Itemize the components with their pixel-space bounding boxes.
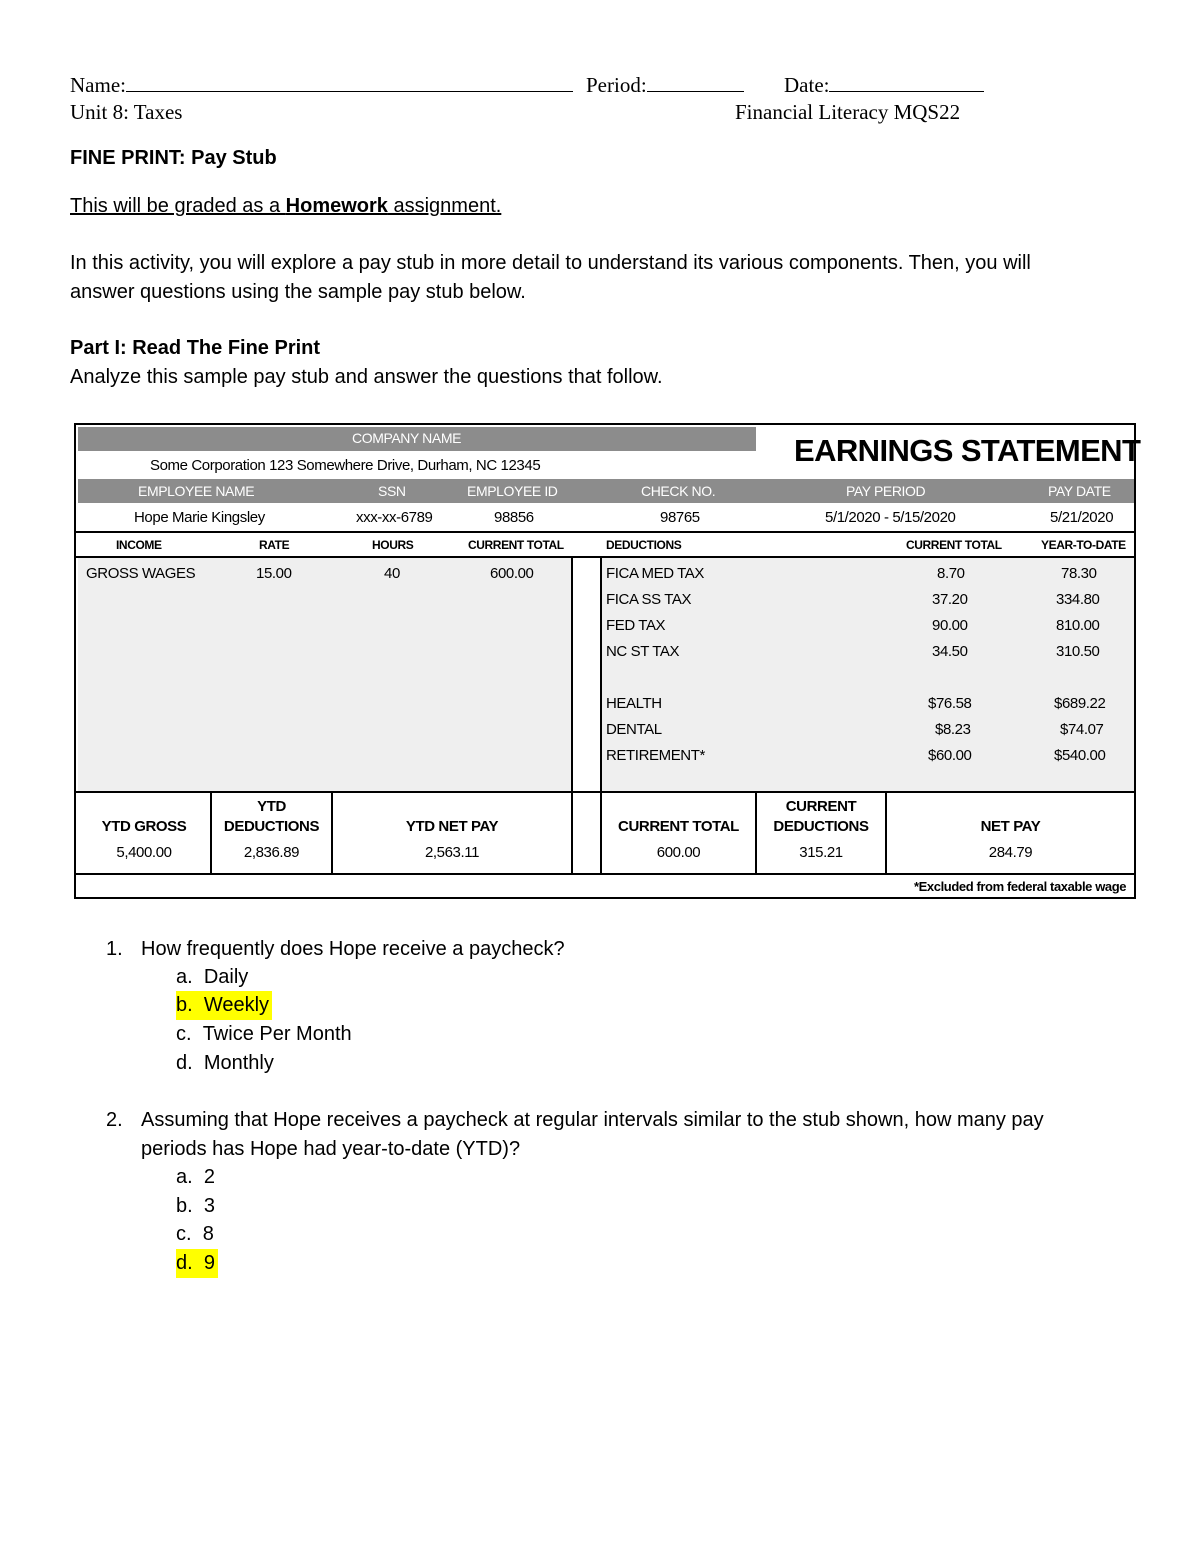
col-ssn: SSN [378,483,406,499]
current-deductions-value: 315.21 [799,844,843,861]
option-text: 8 [202,1223,214,1245]
option-letter: d. [176,1252,193,1274]
period-label: Period: [586,73,647,97]
deduction-current: 37.20 [932,591,968,608]
employee-id: 98856 [494,509,534,526]
graded-note [70,192,501,221]
ytd-gross-value: 5,400.00 [116,844,172,861]
date-line [784,73,984,98]
current-total-label: CURRENT TOTAL [618,818,739,835]
pay-date: 5/21/2020 [1050,509,1114,526]
income-rate: 15.00 [256,565,292,582]
check-no: 98765 [660,509,700,526]
option-item [176,1020,352,1049]
employee-ssn: xxx-xx-6789 [356,509,433,526]
option-item [176,1163,215,1192]
deduction-ytd: 334.80 [1056,591,1100,608]
deduction-current: 90.00 [932,617,968,634]
hdr-hours: HOURS [372,538,414,552]
option-letter: c. [176,1223,192,1245]
company-address: Some Corporation 123 Somewhere Drive, Durham, NC 12345 [150,457,541,474]
date-label: Date: [784,73,830,97]
income-panel [78,558,571,791]
col-employee-id: EMPLOYEE ID [467,483,558,499]
divider [76,873,1134,875]
deduction-label: DENTAL [606,721,662,738]
ytd-deductions-label-2: DEDUCTIONS [223,818,320,835]
graded-post: assignment. [387,195,502,217]
col-check-no: CHECK NO. [641,483,716,499]
option-letter: a. [176,1166,193,1188]
option-letter: d. [176,1052,193,1074]
divider [76,531,1134,533]
option-letter: c. [176,1023,192,1045]
deduction-current: 8.70 [937,565,965,582]
deduction-current: $60.00 [928,747,972,764]
hdr-deductions: DEDUCTIONS [606,538,682,552]
hdr-income: INCOME [116,538,162,552]
divider [600,556,602,793]
pay-period: 5/1/2020 - 5/15/2020 [825,509,956,526]
option-letter: b. [176,994,193,1016]
option-item [176,1049,274,1078]
company-name-label: COMPANY NAME [352,430,462,446]
name-line [70,73,573,98]
ytd-net-pay-label: YTD NET PAY [405,818,499,835]
part1-title: Part I: Read The Fine Print [70,337,321,359]
hdr-ytd: YEAR-TO-DATE [1041,538,1126,552]
page-title: FINE PRINT: Pay Stub [70,147,277,169]
option-item [176,963,248,992]
option-text: 2 [203,1166,215,1188]
graded-bold: Homework [285,195,388,217]
deduction-current: $76.58 [928,695,972,712]
employee-name: Hope Marie Kingsley [134,509,265,526]
part1-subtitle: Analyze this sample pay stub and answer the questions that follow. [70,366,663,388]
option-text: 3 [203,1195,215,1217]
option-text: 9 [203,1252,215,1274]
option-item-highlighted [176,1249,218,1278]
period-line [586,73,744,98]
ytd-gross-label: YTD GROSS [101,818,187,835]
option-item-highlighted [176,991,272,1020]
date-blank [829,73,984,92]
question-number: 2. [106,1109,123,1131]
deduction-label: RETIREMENT* [606,747,705,764]
name-label: Name: [70,73,126,97]
divider [571,556,573,793]
question-text: periods has Hope had year-to-date (YTD)? [141,1138,521,1160]
deduction-current: $8.23 [935,721,971,738]
income-current-total: 600.00 [490,565,534,582]
footnote: *Excluded from federal taxable wage [914,879,1127,894]
pay-stub [74,423,1141,899]
ytd-deductions-value: 2,836.89 [243,844,300,861]
hdr-rate: RATE [259,538,290,552]
col-pay-period: PAY PERIOD [846,483,926,499]
divider [76,791,1134,793]
deduction-label: NC ST TAX [606,643,680,660]
deduction-ytd: $540.00 [1054,747,1106,764]
deduction-label: FICA MED TAX [606,565,704,582]
hdr-current-total: CURRENT TOTAL [468,538,564,552]
current-deductions-label-2: DEDUCTIONS [773,818,869,835]
ytd-net-pay-value: 2,563.11 [424,844,480,861]
deduction-current: 34.50 [932,643,968,660]
current-total-value: 600.00 [656,844,701,861]
deduction-ytd: $74.07 [1060,721,1104,738]
unit-label: Unit 8: Taxes [70,100,183,124]
deduction-label: HEALTH [606,695,662,712]
net-pay-value: 284.79 [988,844,1033,861]
deduction-label: FICA SS TAX [606,591,692,608]
graded-pre: This will be graded as a [70,195,286,217]
option-text: Twice Per Month [202,1023,352,1045]
deduction-ytd: 310.50 [1056,643,1100,660]
current-deductions-label-1: CURRENT [785,798,857,815]
statement-title: EARNINGS STATEMENT [794,433,1141,468]
ytd-deductions-label-1: YTD [257,798,286,815]
option-item [176,1220,214,1249]
question-number: 1. [106,938,123,960]
period-blank [647,73,744,92]
intro-line-1: In this activity, you will explore a pay stub in more detail to understand its various components. Then, you will [70,252,1031,274]
option-text: Daily [203,966,249,988]
divider [571,791,573,875]
income-label: GROSS WAGES [86,565,196,582]
name-blank [126,73,573,92]
col-employee-name: EMPLOYEE NAME [138,483,255,499]
option-item [176,1192,215,1221]
deduction-label: FED TAX [606,617,666,634]
net-pay-label: NET PAY [980,818,1041,835]
deduction-ytd: $689.22 [1054,695,1106,712]
question-text: Assuming that Hope receives a paycheck at regular intervals similar to the stub shown, how many pay [141,1109,1044,1131]
income-hours: 40 [384,565,400,582]
option-letter: a. [176,966,193,988]
deduction-ytd: 78.30 [1061,565,1097,582]
deduction-ytd: 810.00 [1056,617,1100,634]
course-label: Financial Literacy MQS22 [735,100,961,124]
col-pay-date: PAY DATE [1048,483,1111,499]
option-text: Weekly [203,994,270,1016]
question-text: How frequently does Hope receive a paycheck? [141,938,565,960]
option-text: Monthly [203,1052,274,1074]
hdr-ded-current-total: CURRENT TOTAL [906,538,1002,552]
option-letter: b. [176,1195,193,1217]
intro-line-2: answer questions using the sample pay stub below. [70,281,526,303]
